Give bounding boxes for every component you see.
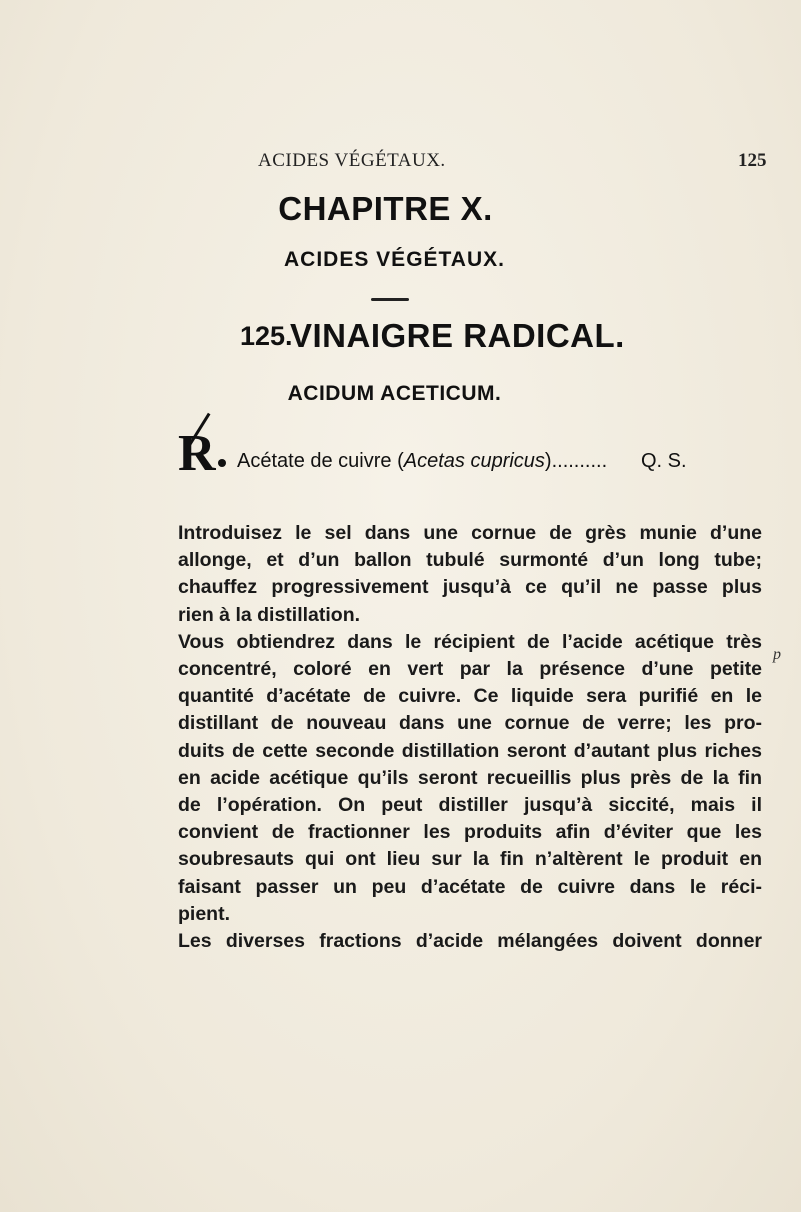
running-head <box>0 150 801 174</box>
margin-mark: p <box>773 646 781 663</box>
chapter-subtitle <box>0 248 801 272</box>
recipe-symbol-icon <box>178 425 216 482</box>
body-text <box>178 520 762 955</box>
chapter-subtitle-text: ACIDES VÉGÉTAUX. <box>284 248 505 271</box>
ingredient-latin: Acetas cupricus <box>403 450 545 472</box>
page-number: 125 <box>738 150 767 171</box>
section-divider <box>371 298 409 301</box>
text-line: allonge, et d’un ballon tubulé surmonté d’un long tube; <box>178 549 762 572</box>
text-line: pient. <box>178 902 230 925</box>
text-line: distillant de nouveau dans une cornue de verre; les pro- <box>178 712 762 735</box>
quantity: Q. S. <box>641 450 687 472</box>
text-line: duits de cette seconde distillation seront d’autant plus riches <box>178 739 762 762</box>
bullet-icon <box>218 459 226 467</box>
text-line: convient de fractionner les produits afin d’éviter que les <box>178 821 762 844</box>
chapter-title-text: CHAPITRE X. <box>278 190 493 227</box>
text-line: chauffez progressivement jusqu’à ce qu’il ne passe plus <box>178 576 762 599</box>
ingredient-prefix: Acétate de cuivre ( <box>237 450 404 472</box>
text-line: Les diverses fractions d’acide mélangées doivent donner <box>178 930 762 953</box>
text-line: en acide acétique qu’ils seront recueillis plus près de la fin <box>178 766 762 789</box>
text-line: de l’opération. On peut distiller jusqu’à siccité, mais il <box>178 794 762 817</box>
ingredient-suffix: ).......... <box>544 450 608 472</box>
section-title: VINAIGRE RADICAL. <box>290 317 625 354</box>
ingredient <box>237 450 607 473</box>
latin-name-text: ACIDUM ACETICUM. <box>287 382 502 405</box>
text-line: Introduisez le sel dans une cornue de grès munie d’une <box>178 522 762 544</box>
text-line: concentré, coloré en vert par la présence d’une petite <box>178 658 762 681</box>
section-number: 125. <box>240 321 293 351</box>
chapter-title <box>0 190 801 228</box>
text-line: Vous obtiendrez dans le récipient de l’acide acétique très <box>178 630 762 653</box>
text-line: quantité d’acétate de cuivre. Ce liquide sera purifié en le <box>178 685 762 708</box>
recipe-line <box>178 425 778 492</box>
text-line: faisant passer un peu d’acétate de cuivre dans le réci- <box>178 875 762 898</box>
running-title: ACIDES VÉGÉTAUX. <box>258 150 446 171</box>
latin-name <box>0 382 801 406</box>
text-line: soubresauts qui ont lieu sur la fin n’altèrent le produit en <box>178 848 762 871</box>
text-line: rien à la distillation. <box>178 603 361 626</box>
recipe-symbol-letter: R <box>178 425 216 482</box>
